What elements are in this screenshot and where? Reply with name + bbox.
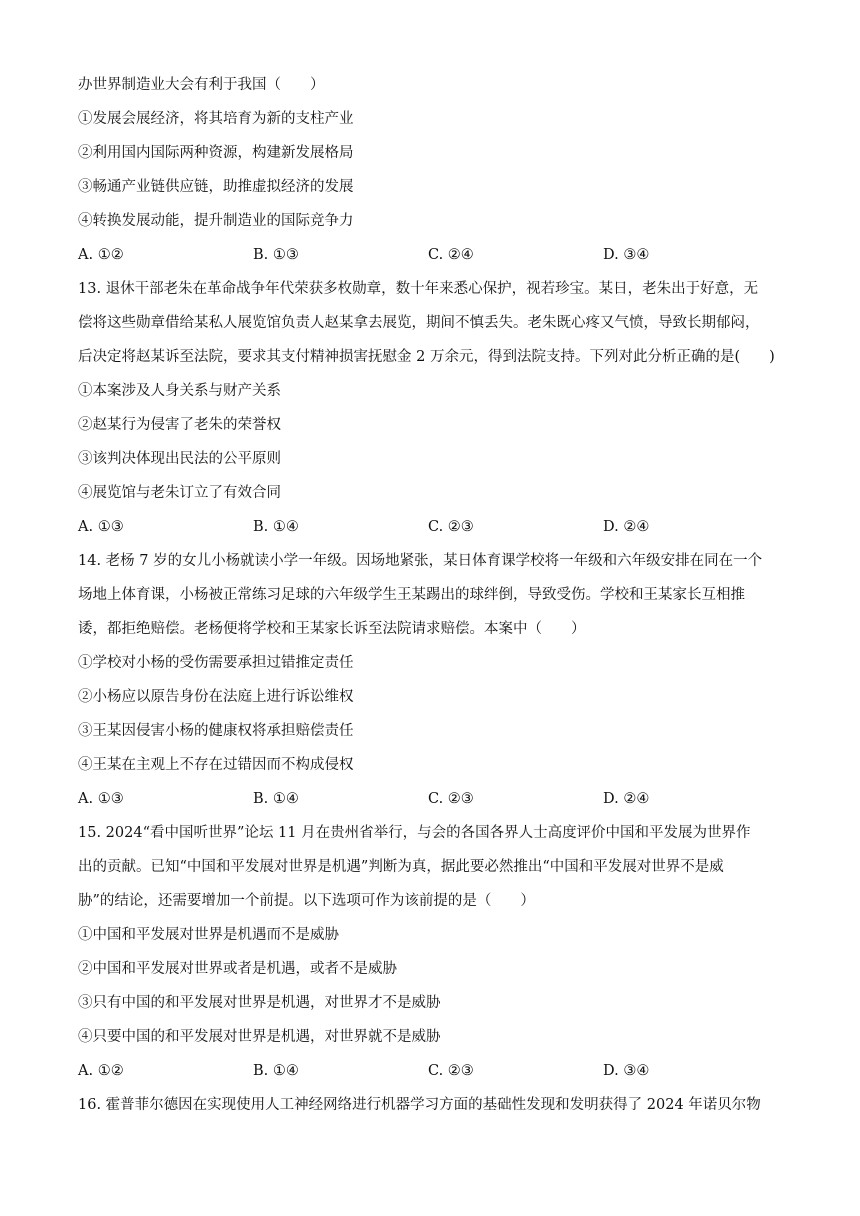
- answer-options: [78, 238, 786, 272]
- question-stem-line-3: 胁”的结论，还需要增加一个前提。以下选项可作为该前提的是（ ）: [78, 893, 535, 909]
- question-stem-line-1: 15. 2024“看中国听世界”论坛 11 月在贵州省举行，与会的各国各界人士高度评价中国和平发展为世界作: [78, 825, 751, 841]
- option-d: D. ③④: [603, 247, 650, 263]
- option-c: C. ②③: [428, 519, 474, 535]
- question-stem-line-3: 诿，都拒绝赔偿。老杨便将学校和王某家长诉至法院请求赔偿。本案中（ ）: [78, 621, 586, 637]
- option-a: A. ①②: [78, 247, 124, 263]
- statement-3: ③该判决体现出民法的公平原则: [78, 451, 281, 467]
- option-d: D. ②④: [603, 791, 650, 807]
- option-c: C. ②③: [428, 791, 474, 807]
- option-d: D. ②④: [603, 519, 650, 535]
- statement-4: ④只要中国的和平发展对世界是机遇，对世界就不是威胁: [78, 1029, 441, 1045]
- statement-4: ④王某在主观上不存在过错因而不构成侵权: [78, 757, 354, 773]
- option-b: B. ①④: [253, 1063, 299, 1079]
- option-c: C. ②④: [428, 247, 474, 263]
- question-stem-line-2: 出的贡献。已知“中国和平发展对世界是机遇”判断为真，据此要必然推出“中国和平发展对世界不是威: [78, 859, 724, 875]
- statement-2: ②小杨应以原告身份在法庭上进行诉讼维权: [78, 689, 354, 705]
- statement-2: ②利用国内国际两种资源，构建新发展格局: [78, 145, 354, 161]
- question-12: [78, 68, 786, 272]
- exam-page: [78, 68, 786, 1122]
- statement-3: ③只有中国的和平发展对世界是机遇，对世界才不是威胁: [78, 995, 441, 1011]
- statement-3: ③畅通产业链供应链，助推虚拟经济的发展: [78, 179, 354, 195]
- option-b: B. ①④: [253, 519, 299, 535]
- option-b: B. ①③: [253, 247, 299, 263]
- question-13: [78, 272, 786, 544]
- question-stem-line-3: 后决定将赵某诉至法院，要求其支付精神损害抚慰金 2 万余元，得到法院支持。下列对此分析正确的是( ): [78, 349, 775, 365]
- question-14: [78, 544, 786, 816]
- answer-options: [78, 782, 786, 816]
- statement-2: ②中国和平发展对世界或者是机遇，或者不是威胁: [78, 961, 397, 977]
- question-stem-line-2: 场地上体育课，小杨被正常练习足球的六年级学生王某踢出的球绊倒，导致受伤。学校和王某家长互相推: [78, 587, 745, 603]
- statement-1: ①本案涉及人身关系与财产关系: [78, 383, 281, 399]
- statement-1: ①学校对小杨的受伤需要承担过错推定责任: [78, 655, 354, 671]
- option-c: C. ②③: [428, 1063, 474, 1079]
- question-16: [78, 1088, 786, 1122]
- question-15: [78, 816, 786, 1088]
- option-a: A. ①③: [78, 791, 124, 807]
- option-d: D. ③④: [603, 1063, 650, 1079]
- option-a: A. ①②: [78, 1063, 124, 1079]
- question-stem: 办世界制造业大会有利于我国（ ）: [78, 77, 325, 93]
- option-b: B. ①④: [253, 791, 299, 807]
- statement-4: ④转换发展动能，提升制造业的国际竞争力: [78, 213, 354, 229]
- question-stem-line-1: 13. 退休干部老朱在革命战争年代荣获多枚勋章，数十年来悉心保护，视若珍宝。某日，老朱出于好意，无: [78, 281, 759, 297]
- statement-2: ②赵某行为侵害了老朱的荣誉权: [78, 417, 281, 433]
- answer-options: [78, 510, 786, 544]
- question-stem-line-1: 14. 老杨 7 岁的女儿小杨就读小学一年级。因场地紧张，某日体育课学校将一年级和六年级安排在同在一个: [78, 553, 763, 569]
- answer-options: [78, 1054, 786, 1088]
- statement-1: ①发展会展经济，将其培育为新的支柱产业: [78, 111, 354, 127]
- statement-1: ①中国和平发展对世界是机遇而不是威胁: [78, 927, 339, 943]
- option-a: A. ①③: [78, 519, 124, 535]
- statement-3: ③王某因侵害小杨的健康权将承担赔偿责任: [78, 723, 354, 739]
- statement-4: ④展览馆与老朱订立了有效合同: [78, 485, 281, 501]
- question-stem-line-1: 16. 霍普菲尔德因在实现使用人工神经网络进行机器学习方面的基础性发现和发明获得了 2024 年诺贝尔物: [78, 1097, 761, 1113]
- question-stem-line-2: 偿将这些勋章借给某私人展览馆负责人赵某拿去展览，期间不慎丢失。老朱既心疼又气愤，导致长期郁闷，: [78, 315, 760, 331]
